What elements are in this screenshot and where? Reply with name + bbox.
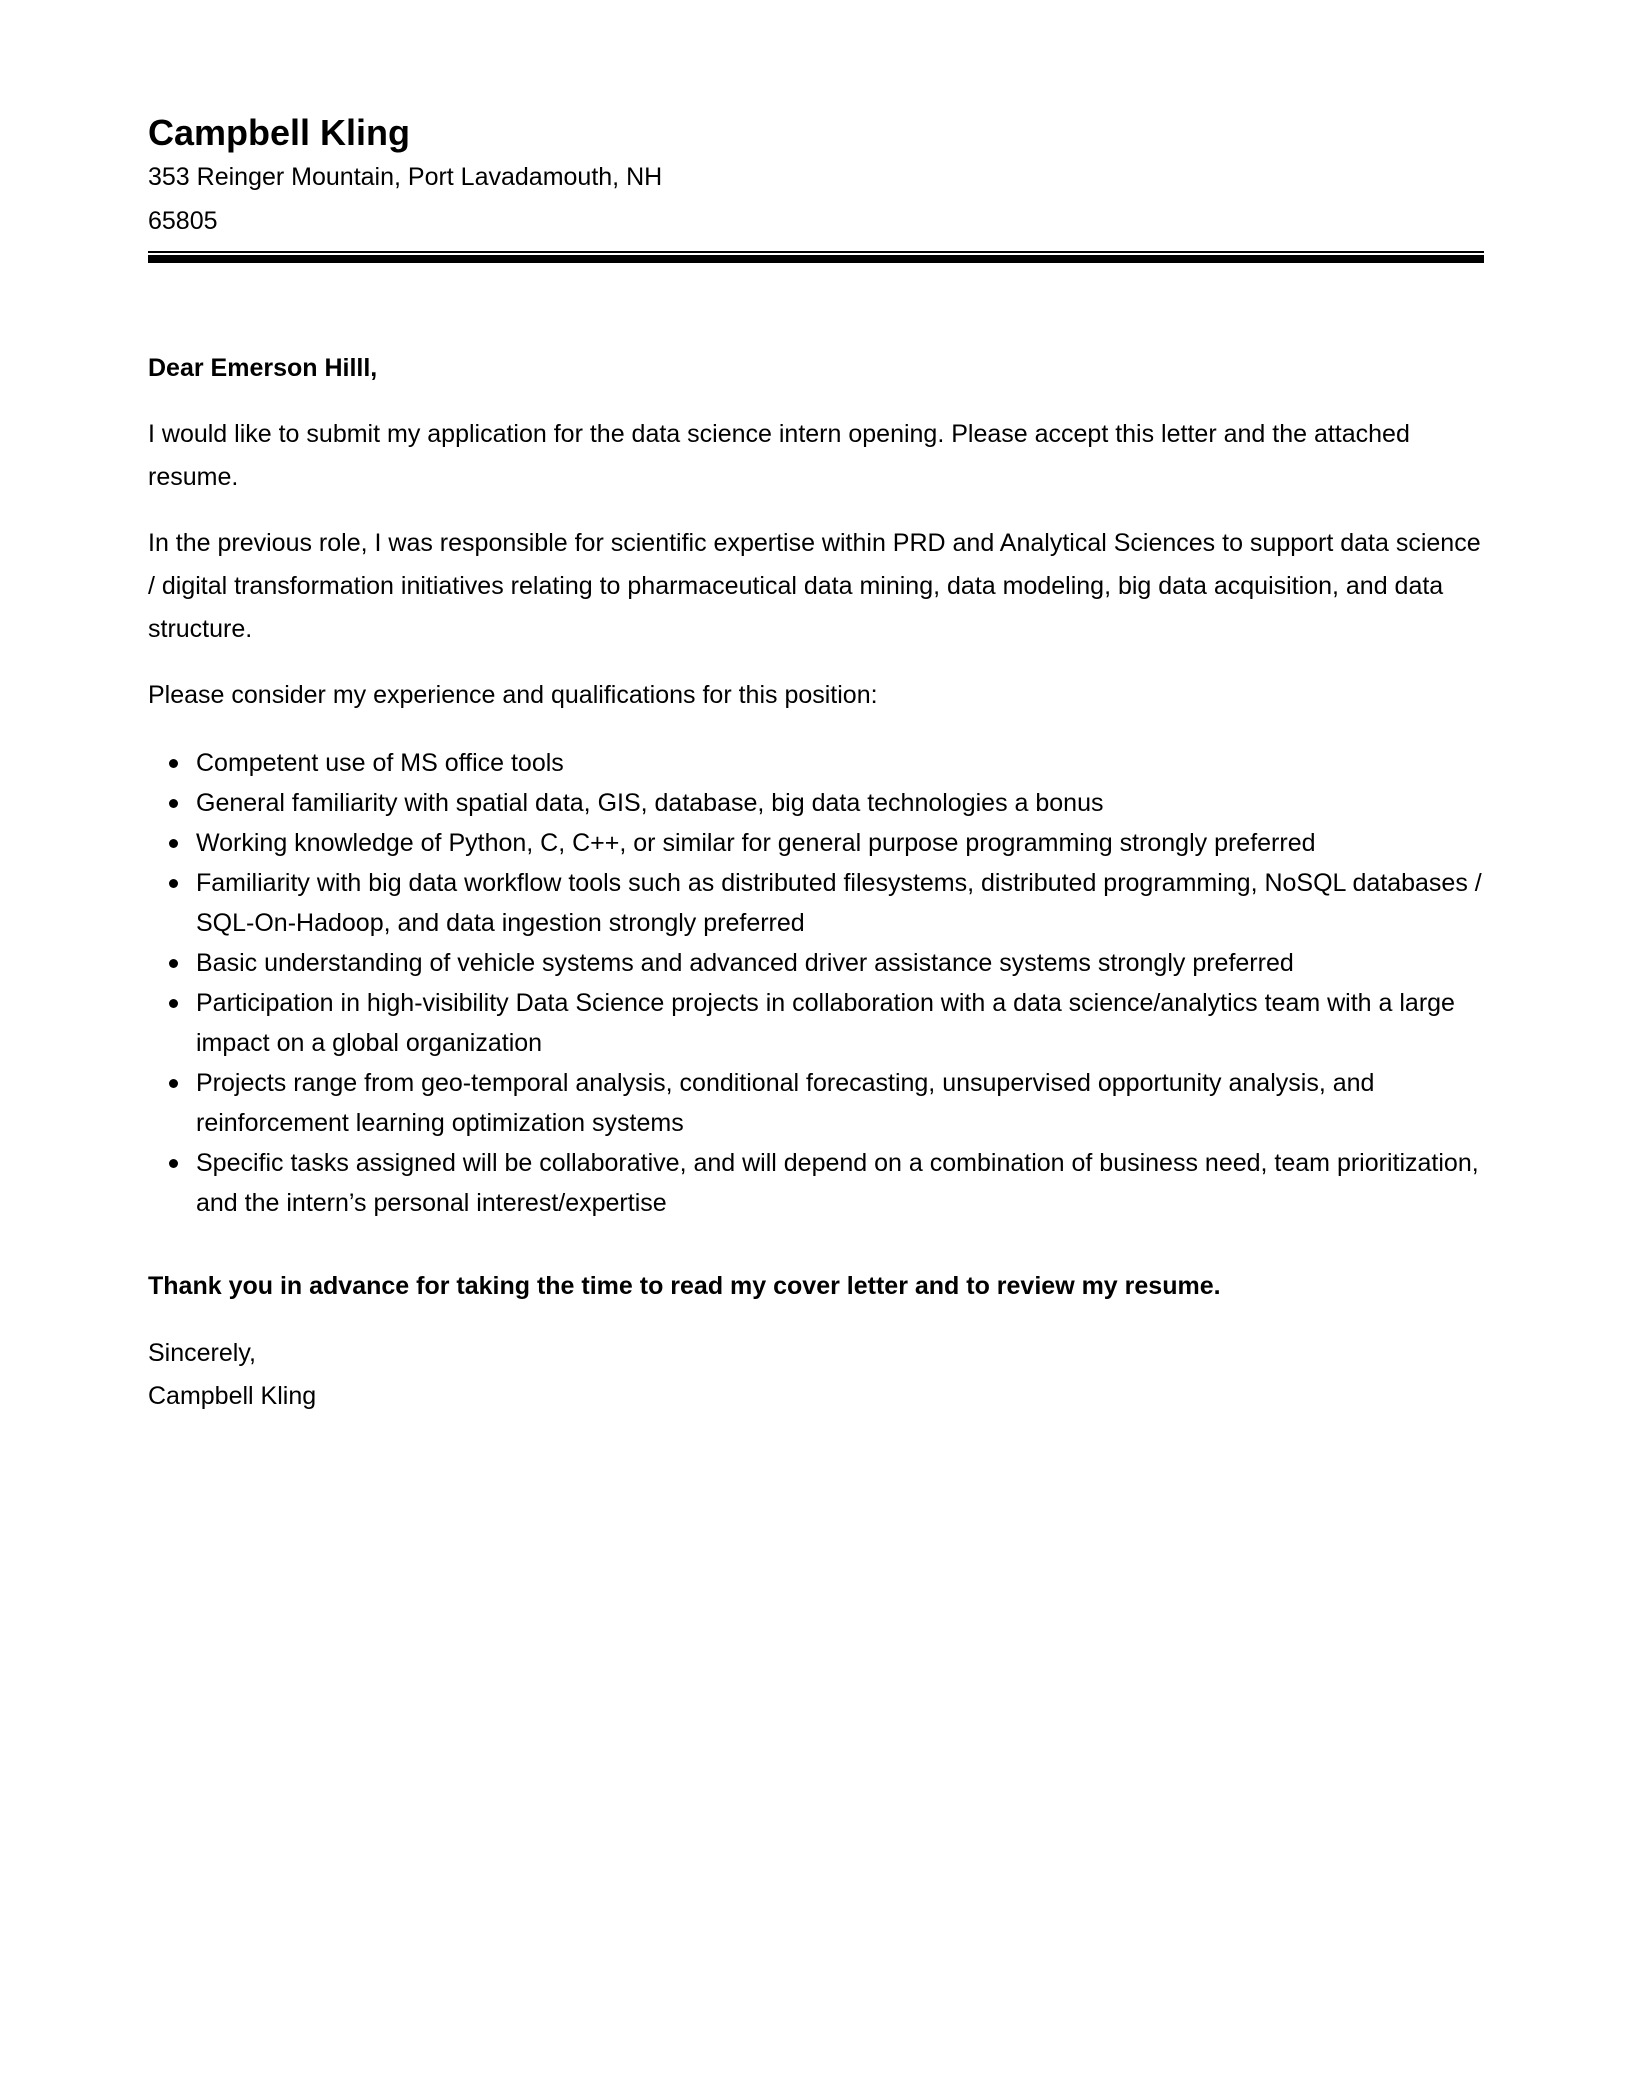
paragraph-intro: I would like to submit my application for the data science intern opening. Please accept this letter and the attached resume. (148, 420, 1410, 491)
list-item: Working knowledge of Python, C, C++, or similar for general purpose programming strongly preferred (196, 823, 1484, 863)
list-item: Specific tasks assigned will be collaborative, and will depend on a combination of business need, team prioritization, and the intern’s personal interest/expertise (196, 1143, 1484, 1223)
header-divider-thick (148, 255, 1484, 263)
sign-off: Sincerely, (148, 1339, 256, 1367)
salutation: Dear Emerson Hilll, (148, 354, 378, 382)
closing-statement: Thank you in advance for taking the time to read my cover letter and to review my resume. (148, 1272, 1221, 1300)
list-item: Participation in high-visibility Data Science projects in collaboration with a data science/analytics team with a large impact on a global organization (196, 983, 1484, 1063)
paragraph-experience: In the previous role, I was responsible for scientific expertise within PRD and Analytical Sciences to support data science / digital transformation initiatives relating to pharmaceutical data mining, data modeling, big data acquisition, and data structure. (148, 529, 1481, 643)
list-item: Competent use of MS office tools (196, 743, 1484, 783)
header-divider-thin (148, 251, 1484, 253)
address-line-1: 353 Reinger Mountain, Port Lavadamouth, NH (148, 163, 663, 191)
address-line-2: 65805 (148, 207, 218, 235)
paragraph-qualifications-intro: Please consider my experience and qualifications for this position: (148, 681, 878, 709)
list-item: General familiarity with spatial data, GIS, database, big data technologies a bonus (196, 783, 1484, 823)
list-item: Basic understanding of vehicle systems and advanced driver assistance systems strongly preferred (196, 943, 1484, 983)
list-item: Projects range from geo-temporal analysis, conditional forecasting, unsupervised opportunity analysis, and reinforcement learning optimization systems (196, 1063, 1484, 1143)
list-item: Familiarity with big data workflow tools such as distributed filesystems, distributed programming, NoSQL databases / SQL-On-Hadoop, and data ingestion strongly preferred (196, 863, 1484, 943)
cover-letter (148, 111, 1484, 1418)
qualifications-list (148, 743, 1484, 1223)
signature: Campbell Kling (148, 1382, 317, 1410)
applicant-name: Campbell Kling (148, 112, 411, 153)
